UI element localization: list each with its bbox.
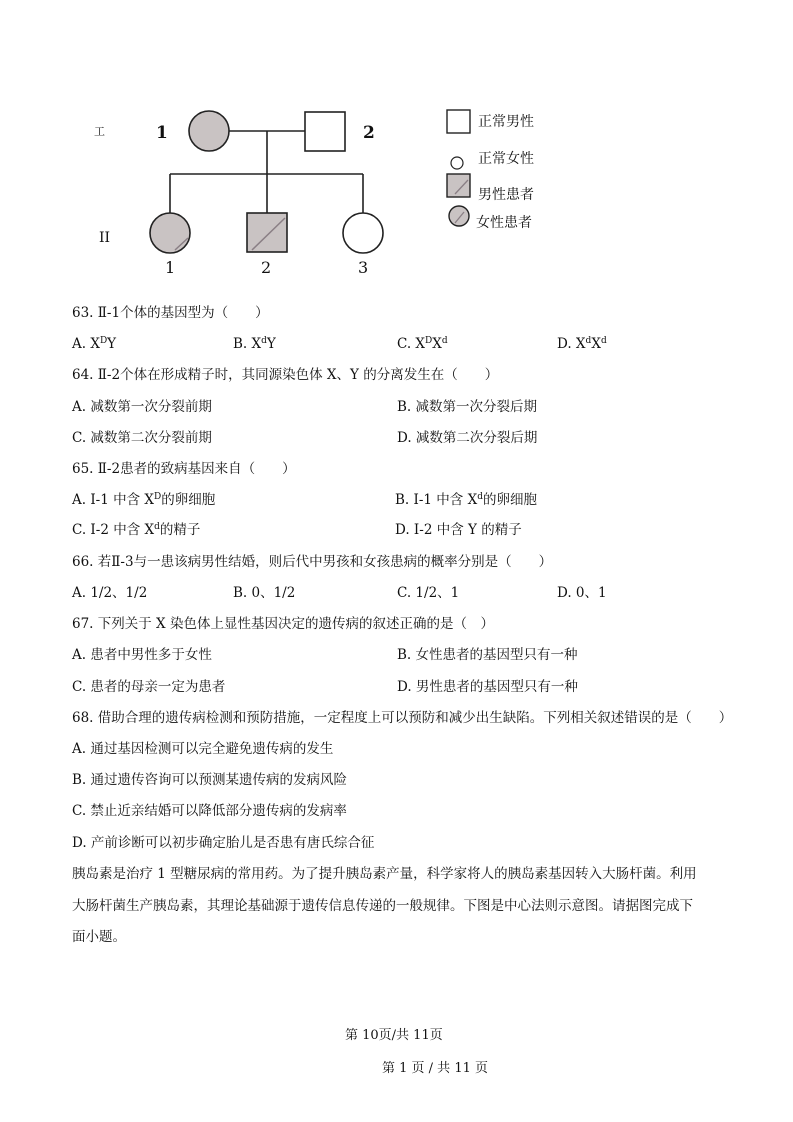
individual-II-2	[247, 213, 287, 252]
question-66-stem: 66. 若Ⅱ-3与一患该病男性结婚，则后代中男孩和女孩患病的概率分别是（ ）	[72, 554, 553, 570]
question-64-stem: 64. Ⅱ-2个体在形成精子时，其同源染色体 X、Y 的分离发生在（ ）	[72, 367, 499, 383]
q66-option-d: D. 0、1	[557, 585, 607, 601]
legend-normal-female-icon	[451, 157, 463, 169]
q68-option-c: C. 禁止近亲结婚可以降低部分遗传病的发病率	[72, 803, 347, 819]
individual-II-1	[150, 213, 190, 253]
legend-affected-female-icon	[449, 206, 469, 226]
legend-affected-male-icon	[447, 174, 470, 197]
q63-option-c: C. $X^DX^d$	[397, 336, 448, 352]
legend-text: 男性患者	[478, 187, 534, 203]
individual-I-1	[189, 111, 229, 151]
q64-option-a: A. 减数第一次分裂前期	[72, 399, 212, 415]
pedigree-diagram	[0, 0, 793, 290]
question-68-stem: 68. 借助合理的遗传病检测和预防措施，一定程度上可以预防和减少出生缺陷。下列相关叙述错误的是（ ）	[72, 710, 733, 726]
q66-option-b: B. 0、1/2	[233, 585, 296, 601]
q64-option-b: B. 减数第一次分裂后期	[397, 399, 538, 415]
outer-page-number: 第 1 页 / 共 11 页	[382, 1061, 488, 1076]
question-65-stem: 65. Ⅱ-2患者的致病基因来自（ ）	[72, 461, 296, 477]
question-67-stem: 67. 下列关于 X 染色体上显性基因决定的遗传病的叙述正确的是（ ）	[72, 616, 494, 632]
q65-option-c: C. I-2 中含 $X^d$的精子	[72, 522, 201, 538]
q67-option-a: A. 患者中男性多于女性	[72, 647, 212, 663]
q66-option-a: A. 1/2、1/2	[72, 585, 148, 601]
q68-option-d: D. 产前诊断可以初步确定胎儿是否患有唐氏综合征	[72, 835, 375, 851]
q68-option-b: B. 通过遗传咨询可以预测某遗传病的发病风险	[72, 772, 348, 788]
inner-page-number: 第 10页/共 11页	[345, 1028, 443, 1043]
legend-text: 正常女性	[478, 151, 534, 167]
q68-option-a: A. 通过基因检测可以完全避免遗传病的发生	[72, 741, 334, 757]
q67-option-b: B. 女性患者的基因型只有一种	[397, 647, 578, 663]
passage-line: 大肠杆菌生产胰岛素，其理论基础源于遗传信息传递的一般规律。下图是中心法则示意图。请据图完成下	[72, 898, 693, 914]
question-63-stem: 63. Ⅱ-1个体的基因型为（ ）	[72, 305, 269, 321]
q63-option-a: A. $X^DY$	[72, 336, 117, 352]
label-II-2: 2	[261, 258, 272, 277]
generation-1-label: 工	[94, 125, 105, 138]
q64-option-d: D. 减数第二次分裂后期	[397, 430, 538, 446]
label-II-3: 3	[358, 258, 369, 277]
individual-I-2	[305, 112, 345, 151]
q67-option-c: C. 患者的母亲一定为患者	[72, 679, 226, 695]
legend	[447, 110, 534, 231]
label-I-2: 2	[363, 123, 375, 143]
q67-option-d: D. 男性患者的基因型只有一种	[397, 679, 578, 695]
q65-option-b: B. I-1 中含 $X^d$的卵细胞	[395, 492, 537, 508]
label-I-1: 1	[156, 123, 168, 143]
legend-text: 正常男性	[478, 114, 534, 130]
q65-option-a: A. I-1 中含 $X^D$的卵细胞	[72, 492, 216, 508]
q65-option-d: D. I-2 中含 Y 的精子	[395, 522, 522, 538]
q63-option-b: B. $X^dY$	[233, 336, 276, 352]
passage-line: 面小题。	[72, 929, 126, 945]
label-II-1: 1	[165, 258, 176, 277]
generation-2-label: II	[99, 230, 111, 246]
q66-option-c: C. 1/2、1	[397, 585, 460, 601]
individual-II-3	[343, 213, 383, 253]
q64-option-c: C. 减数第二次分裂前期	[72, 430, 212, 446]
passage-line: 胰岛素是治疗 1 型糖尿病的常用药。为了提升胰岛素产量，科学家将人的胰岛素基因转入大肠杆菌。利用	[72, 866, 697, 882]
legend-text: 女性患者	[476, 215, 532, 231]
legend-normal-male-icon	[447, 110, 470, 133]
q63-option-d: D. $X^dX^d$	[557, 336, 607, 352]
